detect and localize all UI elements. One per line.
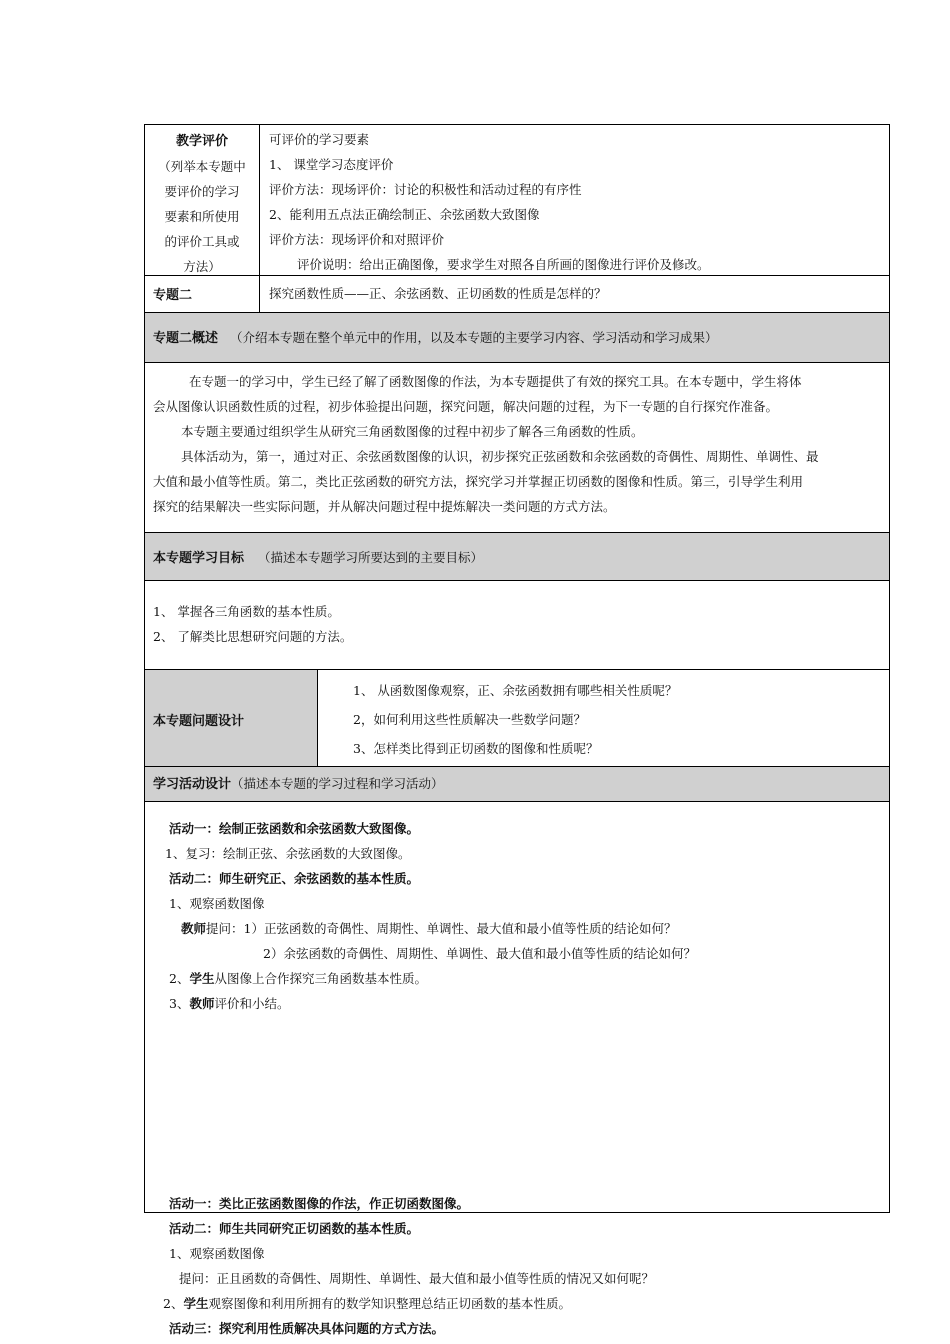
question-item: 3、怎样类比得到正切函数的图像和性质呢？ xyxy=(353,741,599,756)
evaluation-label-cell xyxy=(145,129,259,279)
lesson-plan-table xyxy=(144,124,890,1336)
goal-item: 1、 掌握各三角函数的基本性质。 xyxy=(153,604,340,619)
activity-line: 3、教师评价和小结。 xyxy=(169,996,290,1011)
evaluation-line: 1、 课堂学习态度评价 xyxy=(269,157,394,172)
evaluation-label-sub: 要评价的学习 xyxy=(164,184,240,199)
activity-line: 1、观察函数图像 xyxy=(169,1246,265,1261)
overview-line: 会从图像认识函数性质的过程，初步体验提出问题，探究问题，解决问题的过程，为下一专题的自行探究作准备。 xyxy=(153,399,779,414)
evaluation-line: 评价方法：现场评价和对照评价 xyxy=(269,232,445,247)
activity-title: 活动一：绘制正弦函数和余弦函数大致图像。 xyxy=(169,821,420,836)
questions-label: 本专题问题设计 xyxy=(153,714,245,729)
activity-title: 活动一：类比正弦函数图像的作法，作正切函数图像。 xyxy=(169,1196,470,1211)
activities-label: 学习活动设计 xyxy=(153,777,232,792)
activity-line: 1、复习：绘制正弦、余弦函数的大致图像。 xyxy=(165,846,411,861)
question-item: 2，如何利用这些性质解决一些数学问题？ xyxy=(353,712,586,727)
activities-header xyxy=(145,766,889,801)
topic2-label: 专题二 xyxy=(153,288,193,303)
goals-desc: （描述本专题学习所要达到的主要目标） xyxy=(258,550,484,565)
evaluation-label-sub: 的评价工具或 xyxy=(164,234,240,249)
evaluation-row xyxy=(145,125,889,275)
evaluation-line: 评价说明：给出正确图像，要求学生对照各自所画的图像进行评价及修改。 xyxy=(297,257,710,272)
overview-label: 专题二概述 xyxy=(153,331,219,346)
overview-header xyxy=(145,312,889,362)
goal-item: 2、 了解类比思想研究问题的方法。 xyxy=(153,629,353,644)
activity-title: 活动二：师生共同研究正切函数的基本性质。 xyxy=(169,1221,420,1236)
activity-title: 活动三：探究利用性质解决具体问题的方式方法。 xyxy=(169,1321,445,1336)
goals-header xyxy=(145,532,889,580)
topic2-title: 探究函数性质——正、余弦函数、正切函数的性质是怎样的？ xyxy=(269,286,607,301)
evaluation-content xyxy=(269,127,710,277)
overview-desc: （介绍本专题在整个单元中的作用，以及本专题的主要学习内容、学习活动和学习成果） xyxy=(230,330,718,345)
goals-label: 本专题学习目标 xyxy=(153,551,245,566)
question-item: 1、 从函数图像观察，正、余弦函数拥有哪些相关性质呢？ xyxy=(353,683,678,698)
evaluation-line: 可评价的学习要素 xyxy=(269,132,370,147)
overview-line: 本专题主要通过组织学生从研究三角函数图像的过程中初步了解各三角函数的性质。 xyxy=(181,424,644,439)
overview-line: 在专题一的学习中，学生已经了解了函数图像的作法，为本专题提供了有效的探究工具。在本专题中，学生将体 xyxy=(189,374,802,389)
evaluation-line: 评价方法：现场评价：讨论的积极性和活动过程的有序性 xyxy=(269,182,582,197)
activities-desc: （描述本专题的学习过程和学习活动） xyxy=(231,776,444,791)
activities-body xyxy=(145,801,889,1336)
activity-line: 1、观察函数图像 xyxy=(169,896,265,911)
evaluation-line: 2、能利用五点法正确绘制正、余弦函数大致图像 xyxy=(269,207,540,222)
evaluation-label-sub: 要素和所使用 xyxy=(164,209,240,224)
overview-line: 探究的结果解决一些实际问题，并从解决问题过程中提炼解决一类问题的方式方法。 xyxy=(153,499,616,514)
goals-body xyxy=(145,580,889,669)
topic2-row xyxy=(145,275,889,312)
teacher-label: 教师 xyxy=(181,921,207,936)
activity-line: 教师提问：1）正弦函数的奇偶性、周期性、单调性、最大值和最小值等性质的结论如何？ xyxy=(181,921,677,936)
overview-line: 具体活动为，第一，通过对正、余弦函数图像的认识，初步探究正弦函数和余弦函数的奇偶性、周期性、单调性、最 xyxy=(181,449,819,464)
activity-line: 2、学生观察图像和利用所拥有的数学知识整理总结正切函数的基本性质。 xyxy=(163,1296,571,1311)
questions-row xyxy=(145,669,889,766)
evaluation-label-sub: 方法） xyxy=(183,259,221,274)
evaluation-label: 教学评价 xyxy=(175,134,228,149)
activity-line: 2）余弦函数的奇偶性、周期性、单调性、最大值和最小值等性质的结论如何？ xyxy=(263,946,696,961)
activity-title: 活动二：师生研究正、余弦函数的基本性质。 xyxy=(169,871,420,886)
overview-line: 大值和最小值等性质。第二，类比正弦函数的研究方法，探究学习并掌握正切函数的图像和性质。第三，引导学生利用 xyxy=(153,474,804,489)
evaluation-label-sub: （列举本专题中 xyxy=(158,159,246,174)
overview-body xyxy=(145,362,889,532)
activity-line: 2、学生从图像上合作探究三角函数基本性质。 xyxy=(169,971,427,986)
activity-line: 提问：正且函数的奇偶性、周期性、单调性、最大值和最小值等性质的情况又如何呢？ xyxy=(179,1271,655,1286)
